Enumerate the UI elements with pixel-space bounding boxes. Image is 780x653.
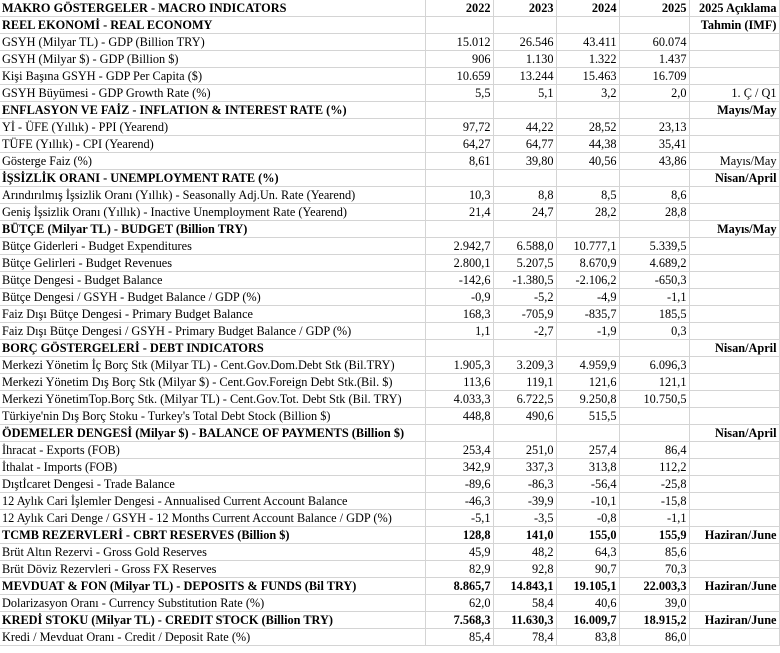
value-cell-2022: 10,3 bbox=[425, 187, 493, 204]
row-label: Dıştİcaret Dengesi - Trade Balance bbox=[0, 476, 425, 493]
value-cell-2022: -46,3 bbox=[425, 493, 493, 510]
value-cell-2024: 19.105,1 bbox=[556, 578, 619, 595]
value-cell-2022: 128,8 bbox=[425, 527, 493, 544]
value-cell-2024: -2.106,2 bbox=[556, 272, 619, 289]
note-cell bbox=[689, 493, 779, 510]
value-cell-2023: -1.380,5 bbox=[493, 272, 556, 289]
value-cell-2023: 337,3 bbox=[493, 459, 556, 476]
note-cell bbox=[689, 476, 779, 493]
note-cell bbox=[689, 561, 779, 578]
value-cell-2024: 64,3 bbox=[556, 544, 619, 561]
note-cell: Nisan/April bbox=[689, 425, 779, 442]
value-cell-2022: 8,61 bbox=[425, 153, 493, 170]
value-cell-2023: 39,80 bbox=[493, 153, 556, 170]
value-cell-2022: 15.012 bbox=[425, 34, 493, 51]
value-cell-2025: 10.750,5 bbox=[619, 391, 689, 408]
value-cell-2023 bbox=[493, 221, 556, 238]
note-cell bbox=[689, 204, 779, 221]
value-cell-2023: 6.588,0 bbox=[493, 238, 556, 255]
value-cell-2022 bbox=[425, 340, 493, 357]
section-header-row bbox=[0, 578, 779, 595]
value-cell-2025: 22.003,3 bbox=[619, 578, 689, 595]
value-cell-2025: 2,0 bbox=[619, 85, 689, 102]
value-cell-2022: 97,72 bbox=[425, 119, 493, 136]
note-cell bbox=[689, 272, 779, 289]
table-row bbox=[0, 476, 779, 493]
value-cell-2023 bbox=[493, 340, 556, 357]
value-cell-2024: 8,5 bbox=[556, 187, 619, 204]
value-cell-2024: 515,5 bbox=[556, 408, 619, 425]
value-cell-2022: 253,4 bbox=[425, 442, 493, 459]
value-cell-2023: -39,9 bbox=[493, 493, 556, 510]
note-cell: Mayıs/May bbox=[689, 153, 779, 170]
value-cell-2025: 8,6 bbox=[619, 187, 689, 204]
row-label: GSYH (Milyar TL) - GDP (Billion TRY) bbox=[0, 34, 425, 51]
value-cell-2025: 185,5 bbox=[619, 306, 689, 323]
value-cell-2023: 490,6 bbox=[493, 408, 556, 425]
section-title: BÜTÇE (Milyar TL) - BUDGET (Billion TRY) bbox=[0, 221, 425, 238]
value-cell-2025 bbox=[619, 408, 689, 425]
table-row bbox=[0, 51, 779, 68]
table-row bbox=[0, 85, 779, 102]
value-cell-2025: 155,9 bbox=[619, 527, 689, 544]
table-row bbox=[0, 153, 779, 170]
value-cell-2022: -89,6 bbox=[425, 476, 493, 493]
note-cell bbox=[689, 595, 779, 612]
value-cell-2022 bbox=[425, 170, 493, 187]
note-cell bbox=[689, 357, 779, 374]
value-cell-2022: 82,9 bbox=[425, 561, 493, 578]
table-row bbox=[0, 255, 779, 272]
note-cell bbox=[689, 187, 779, 204]
value-cell-2024: 15.463 bbox=[556, 68, 619, 85]
value-cell-2022: 5,5 bbox=[425, 85, 493, 102]
table-row bbox=[0, 136, 779, 153]
value-cell-2024: 155,0 bbox=[556, 527, 619, 544]
value-cell-2023: 119,1 bbox=[493, 374, 556, 391]
value-cell-2024 bbox=[556, 425, 619, 442]
note-cell bbox=[689, 255, 779, 272]
value-cell-2024: 9.250,8 bbox=[556, 391, 619, 408]
table-row bbox=[0, 187, 779, 204]
value-cell-2023: -86,3 bbox=[493, 476, 556, 493]
value-cell-2022: 1,1 bbox=[425, 323, 493, 340]
row-label: GSYH (Milyar $) - GDP (Billion $) bbox=[0, 51, 425, 68]
note-cell: Haziran/June bbox=[689, 612, 779, 629]
row-label: GSYH Büyümesi - GDP Growth Rate (%) bbox=[0, 85, 425, 102]
value-cell-2024: 83,8 bbox=[556, 629, 619, 646]
value-cell-2025: 86,0 bbox=[619, 629, 689, 646]
table-row bbox=[0, 306, 779, 323]
note-cell bbox=[689, 510, 779, 527]
value-cell-2022: 62,0 bbox=[425, 595, 493, 612]
value-cell-2024: 28,2 bbox=[556, 204, 619, 221]
value-cell-2024 bbox=[556, 17, 619, 34]
value-cell-2025: 5.339,5 bbox=[619, 238, 689, 255]
table-row bbox=[0, 544, 779, 561]
value-cell-2023: 58,4 bbox=[493, 595, 556, 612]
section-title: ÖDEMELER DENGESİ (Milyar $) - BALANCE OF PAYMENTS (Billion $) bbox=[0, 425, 425, 442]
value-cell-2024: -1,9 bbox=[556, 323, 619, 340]
section-header-row bbox=[0, 221, 779, 238]
value-cell-2025: 43,86 bbox=[619, 153, 689, 170]
section-header-row bbox=[0, 425, 779, 442]
value-cell-2025: 70,3 bbox=[619, 561, 689, 578]
value-cell-2023: 44,22 bbox=[493, 119, 556, 136]
note-cell: Haziran/June bbox=[689, 527, 779, 544]
table-row bbox=[0, 493, 779, 510]
value-cell-2023 bbox=[493, 425, 556, 442]
value-cell-2025 bbox=[619, 170, 689, 187]
value-cell-2023: 141,0 bbox=[493, 527, 556, 544]
row-label: Bütçe Dengesi / GSYH - Budget Balance / GDP (%) bbox=[0, 289, 425, 306]
value-cell-2022: 2.942,7 bbox=[425, 238, 493, 255]
value-cell-2022: 2.800,1 bbox=[425, 255, 493, 272]
value-cell-2023 bbox=[493, 170, 556, 187]
value-cell-2022 bbox=[425, 102, 493, 119]
value-cell-2024: -56,4 bbox=[556, 476, 619, 493]
section-header-row bbox=[0, 612, 779, 629]
note-cell bbox=[689, 238, 779, 255]
note-cell bbox=[689, 544, 779, 561]
value-cell-2023 bbox=[493, 102, 556, 119]
table-row bbox=[0, 595, 779, 612]
value-cell-2024: 313,8 bbox=[556, 459, 619, 476]
table-row bbox=[0, 68, 779, 85]
value-cell-2022 bbox=[425, 221, 493, 238]
value-cell-2023: 1.130 bbox=[493, 51, 556, 68]
section-title: MEVDUAT & FON (Milyar TL) - DEPOSITS & FUNDS (Bil TRY) bbox=[0, 578, 425, 595]
value-cell-2025: 16.709 bbox=[619, 68, 689, 85]
value-cell-2023: -5,2 bbox=[493, 289, 556, 306]
note-cell bbox=[689, 442, 779, 459]
value-cell-2022 bbox=[425, 17, 493, 34]
value-cell-2025: 112,2 bbox=[619, 459, 689, 476]
value-cell-2023: -705,9 bbox=[493, 306, 556, 323]
value-cell-2023: 13.244 bbox=[493, 68, 556, 85]
value-cell-2024: 44,38 bbox=[556, 136, 619, 153]
row-label: İthalat - Imports (FOB) bbox=[0, 459, 425, 476]
header-row bbox=[0, 0, 779, 17]
note-cell bbox=[689, 374, 779, 391]
value-cell-2023: 11.630,3 bbox=[493, 612, 556, 629]
value-cell-2024: 8.670,9 bbox=[556, 255, 619, 272]
year-header-2023: 2023 bbox=[493, 0, 556, 17]
table-row bbox=[0, 629, 779, 646]
table-row bbox=[0, 238, 779, 255]
table-row bbox=[0, 510, 779, 527]
row-label: Arındırılmış İşsizlik Oranı (Yıllık) - Seasonally Adj.Un. Rate (Yearend) bbox=[0, 187, 425, 204]
value-cell-2022: -142,6 bbox=[425, 272, 493, 289]
value-cell-2022: 85,4 bbox=[425, 629, 493, 646]
note-cell bbox=[689, 136, 779, 153]
value-cell-2023: 14.843,1 bbox=[493, 578, 556, 595]
row-label: 12 Aylık Cari Denge / GSYH - 12 Months Current Account Balance / GDP (%) bbox=[0, 510, 425, 527]
row-label: Faiz Dışı Bütçe Dengesi - Primary Budget Balance bbox=[0, 306, 425, 323]
value-cell-2025: 86,4 bbox=[619, 442, 689, 459]
note-cell bbox=[689, 323, 779, 340]
value-cell-2023: 48,2 bbox=[493, 544, 556, 561]
value-cell-2024: 40,6 bbox=[556, 595, 619, 612]
section-title: ENFLASYON VE FAİZ - INFLATION & INTEREST RATE (%) bbox=[0, 102, 425, 119]
table-title: MAKRO GÖSTERGELER - MACRO INDICATORS bbox=[0, 0, 425, 17]
note-header: 2025 Açıklama bbox=[689, 0, 779, 17]
table-row bbox=[0, 272, 779, 289]
year-header-2025: 2025 bbox=[619, 0, 689, 17]
value-cell-2025: -1,1 bbox=[619, 510, 689, 527]
row-label: TÜFE (Yıllık) - CPI (Yearend) bbox=[0, 136, 425, 153]
value-cell-2022: 342,9 bbox=[425, 459, 493, 476]
row-label: Merkezi Yönetim Dış Borç Stk (Milyar $) - Cent.Gov.Foreign Debt Stk.(Bil. $) bbox=[0, 374, 425, 391]
table-row bbox=[0, 357, 779, 374]
value-cell-2025: 1.437 bbox=[619, 51, 689, 68]
value-cell-2024: 121,6 bbox=[556, 374, 619, 391]
value-cell-2025: 28,8 bbox=[619, 204, 689, 221]
row-label: Faiz Dışı Bütçe Dengesi / GSYH - Primary Budget Balance / GDP (%) bbox=[0, 323, 425, 340]
table-body bbox=[0, 17, 779, 646]
value-cell-2024: 257,4 bbox=[556, 442, 619, 459]
section-title: TCMB REZERVLERİ - CBRT RESERVES (Billion $) bbox=[0, 527, 425, 544]
value-cell-2025 bbox=[619, 425, 689, 442]
value-cell-2023: 5,1 bbox=[493, 85, 556, 102]
value-cell-2024 bbox=[556, 340, 619, 357]
table-row bbox=[0, 561, 779, 578]
value-cell-2022: 448,8 bbox=[425, 408, 493, 425]
value-cell-2025: 121,1 bbox=[619, 374, 689, 391]
table-row bbox=[0, 391, 779, 408]
value-cell-2024: 43.411 bbox=[556, 34, 619, 51]
note-cell: Nisan/April bbox=[689, 340, 779, 357]
table-row bbox=[0, 34, 779, 51]
note-cell: 1. Ç / Q1 bbox=[689, 85, 779, 102]
value-cell-2024: 4.959,9 bbox=[556, 357, 619, 374]
section-title: BORÇ GÖSTERGELERİ - DEBT INDICATORS bbox=[0, 340, 425, 357]
value-cell-2025: -650,3 bbox=[619, 272, 689, 289]
value-cell-2022: 168,3 bbox=[425, 306, 493, 323]
note-cell: Nisan/April bbox=[689, 170, 779, 187]
row-label: Dolarizasyon Oranı - Currency Substitution Rate (%) bbox=[0, 595, 425, 612]
value-cell-2025: 6.096,3 bbox=[619, 357, 689, 374]
table-row bbox=[0, 374, 779, 391]
value-cell-2025: 85,6 bbox=[619, 544, 689, 561]
row-label: Merkezi Yönetim İç Borç Stk (Milyar TL) - Cent.Gov.Dom.Debt Stk (Bil.TRY) bbox=[0, 357, 425, 374]
note-cell bbox=[689, 289, 779, 306]
value-cell-2023 bbox=[493, 17, 556, 34]
value-cell-2022: 906 bbox=[425, 51, 493, 68]
value-cell-2022: 45,9 bbox=[425, 544, 493, 561]
row-label: Bütçe Gelirleri - Budget Revenues bbox=[0, 255, 425, 272]
note-cell: Haziran/June bbox=[689, 578, 779, 595]
row-label: Gösterge Faiz (%) bbox=[0, 153, 425, 170]
value-cell-2025 bbox=[619, 17, 689, 34]
value-cell-2023: 78,4 bbox=[493, 629, 556, 646]
value-cell-2023: 24,7 bbox=[493, 204, 556, 221]
table-row bbox=[0, 442, 779, 459]
value-cell-2024: 40,56 bbox=[556, 153, 619, 170]
value-cell-2024 bbox=[556, 170, 619, 187]
value-cell-2024 bbox=[556, 102, 619, 119]
row-label: Kredi / Mevduat Oranı - Credit / Deposit Rate (%) bbox=[0, 629, 425, 646]
note-cell bbox=[689, 51, 779, 68]
table-row bbox=[0, 323, 779, 340]
section-title: İŞSİZLİK ORANI - UNEMPLOYMENT RATE (%) bbox=[0, 170, 425, 187]
value-cell-2022: -5,1 bbox=[425, 510, 493, 527]
value-cell-2022: 7.568,3 bbox=[425, 612, 493, 629]
value-cell-2023: 8,8 bbox=[493, 187, 556, 204]
value-cell-2022: 113,6 bbox=[425, 374, 493, 391]
value-cell-2022: 21,4 bbox=[425, 204, 493, 221]
value-cell-2022: 64,27 bbox=[425, 136, 493, 153]
value-cell-2022 bbox=[425, 425, 493, 442]
row-label: Geniş İşsizlik Oranı (Yıllık) - Inactive Unemployment Rate (Yearend) bbox=[0, 204, 425, 221]
row-label: Merkezi YönetimTop.Borç Stk. (Milyar TL) - Cent.Gov.Tot. Debt Stk (Bil. TRY) bbox=[0, 391, 425, 408]
note-cell: Tahmin (IMF) bbox=[689, 17, 779, 34]
value-cell-2025: -15,8 bbox=[619, 493, 689, 510]
value-cell-2025 bbox=[619, 340, 689, 357]
row-label: Bütçe Dengesi - Budget Balance bbox=[0, 272, 425, 289]
value-cell-2025 bbox=[619, 102, 689, 119]
value-cell-2023: -2,7 bbox=[493, 323, 556, 340]
value-cell-2025: 35,41 bbox=[619, 136, 689, 153]
value-cell-2025: 4.689,2 bbox=[619, 255, 689, 272]
note-cell bbox=[689, 68, 779, 85]
value-cell-2025: -25,8 bbox=[619, 476, 689, 493]
value-cell-2023: 251,0 bbox=[493, 442, 556, 459]
note-cell: Mayıs/May bbox=[689, 221, 779, 238]
note-cell bbox=[689, 119, 779, 136]
value-cell-2024: -835,7 bbox=[556, 306, 619, 323]
value-cell-2023: -3,5 bbox=[493, 510, 556, 527]
section-header-row bbox=[0, 340, 779, 357]
year-header-2024: 2024 bbox=[556, 0, 619, 17]
section-header-row bbox=[0, 17, 779, 34]
value-cell-2023: 92,8 bbox=[493, 561, 556, 578]
row-label: Türkiye'nin Dış Borç Stoku - Turkey's Total Debt Stock (Billion $) bbox=[0, 408, 425, 425]
note-cell bbox=[689, 391, 779, 408]
value-cell-2025: 0,3 bbox=[619, 323, 689, 340]
row-label: İhracat - Exports (FOB) bbox=[0, 442, 425, 459]
value-cell-2024: 1.322 bbox=[556, 51, 619, 68]
note-cell bbox=[689, 306, 779, 323]
value-cell-2025: 60.074 bbox=[619, 34, 689, 51]
value-cell-2022: 1.905,3 bbox=[425, 357, 493, 374]
value-cell-2025 bbox=[619, 221, 689, 238]
note-cell bbox=[689, 629, 779, 646]
value-cell-2022: 8.865,7 bbox=[425, 578, 493, 595]
value-cell-2022: 4.033,3 bbox=[425, 391, 493, 408]
value-cell-2024: -4,9 bbox=[556, 289, 619, 306]
table-row bbox=[0, 459, 779, 476]
note-cell bbox=[689, 459, 779, 476]
value-cell-2023: 6.722,5 bbox=[493, 391, 556, 408]
value-cell-2024: 16.009,7 bbox=[556, 612, 619, 629]
value-cell-2023: 5.207,5 bbox=[493, 255, 556, 272]
value-cell-2024: -10,1 bbox=[556, 493, 619, 510]
value-cell-2023: 26.546 bbox=[493, 34, 556, 51]
row-label: Brüt Döviz Rezervleri - Gross FX Reserves bbox=[0, 561, 425, 578]
row-label: Yİ - ÜFE (Yıllık) - PPI (Yearend) bbox=[0, 119, 425, 136]
value-cell-2023: 64,77 bbox=[493, 136, 556, 153]
section-header-row bbox=[0, 527, 779, 544]
section-header-row bbox=[0, 102, 779, 119]
value-cell-2024: -0,8 bbox=[556, 510, 619, 527]
row-label: 12 Aylık Cari İşlemler Dengesi - Annualised Current Account Balance bbox=[0, 493, 425, 510]
year-header-2022: 2022 bbox=[425, 0, 493, 17]
value-cell-2025: 18.915,2 bbox=[619, 612, 689, 629]
value-cell-2025: 23,13 bbox=[619, 119, 689, 136]
value-cell-2024 bbox=[556, 221, 619, 238]
table-row bbox=[0, 119, 779, 136]
row-label: Brüt Altın Rezervi - Gross Gold Reserves bbox=[0, 544, 425, 561]
table-row bbox=[0, 408, 779, 425]
note-cell bbox=[689, 408, 779, 425]
value-cell-2022: -0,9 bbox=[425, 289, 493, 306]
value-cell-2022: 10.659 bbox=[425, 68, 493, 85]
note-cell bbox=[689, 34, 779, 51]
value-cell-2024: 28,52 bbox=[556, 119, 619, 136]
section-header-row bbox=[0, 170, 779, 187]
table-row bbox=[0, 289, 779, 306]
value-cell-2024: 10.777,1 bbox=[556, 238, 619, 255]
row-label: Bütçe Giderleri - Budget Expenditures bbox=[0, 238, 425, 255]
value-cell-2025: -1,1 bbox=[619, 289, 689, 306]
value-cell-2024: 3,2 bbox=[556, 85, 619, 102]
value-cell-2025: 39,0 bbox=[619, 595, 689, 612]
table-row bbox=[0, 204, 779, 221]
section-title: REEL EKONOMİ - REAL ECONOMY bbox=[0, 17, 425, 34]
value-cell-2024: 90,7 bbox=[556, 561, 619, 578]
value-cell-2023: 3.209,3 bbox=[493, 357, 556, 374]
section-title: KREDİ STOKU (Milyar TL) - CREDIT STOCK (Billion TRY) bbox=[0, 612, 425, 629]
note-cell: Mayıs/May bbox=[689, 102, 779, 119]
row-label: Kişi Başına GSYH - GDP Per Capita ($) bbox=[0, 68, 425, 85]
